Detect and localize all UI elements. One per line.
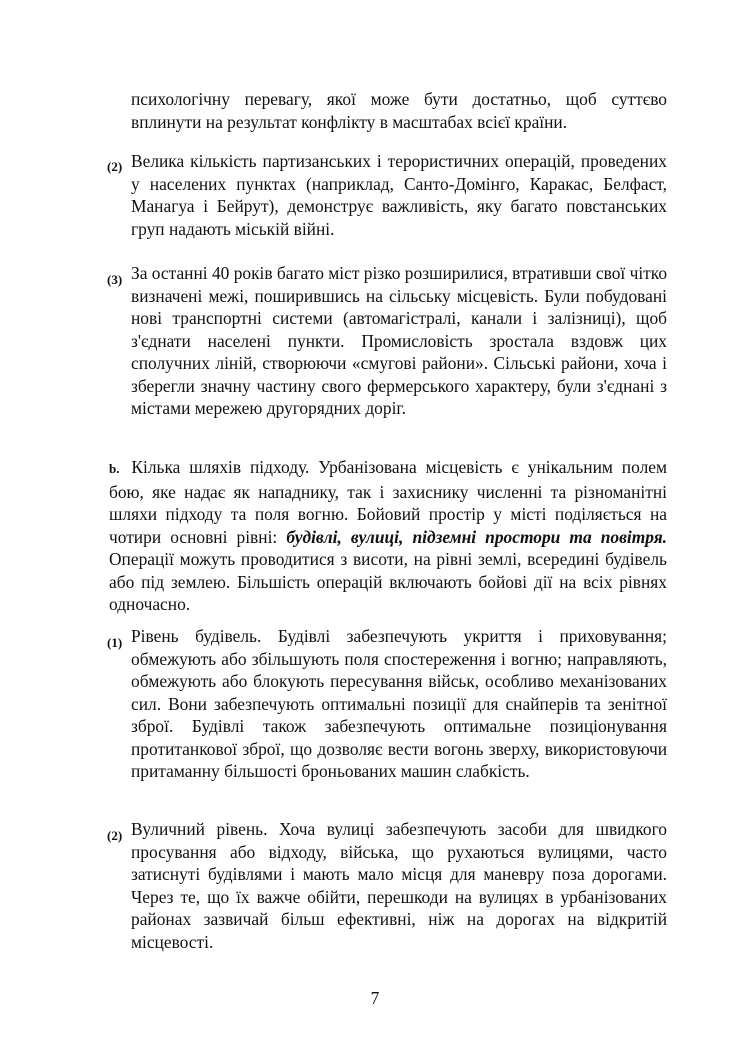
item-marker: (3) (107, 272, 123, 287)
section-b-text-before: Кілька шляхів підходу. Урбанізована місцевість є унікальним полем бою, яке надає як нападнику, так і захиснику численні та різноманітні шляхи підходу та поля вогню. Бойовий простір у місті поділяється на чотири основні рівні: (109, 457, 667, 547)
list-item-paragraph: За останні 40 років багато міст різко розширилися, втративши свої чітко визначені межі, поширившись на сільську місцевість. Були побудовані нові транспортні системи (автомагістралі, канали і залізниці), щоб з'єднати населені пункти. Промисловість зростала вздовж цих сполучних ліній, створюючи «смугові райони». Сільські райони, хоча і зберегли значну частину свого фермерського характеру, були з'єднані з містами мережею другорядних доріг. (131, 263, 668, 418)
page-number: 7 (370, 988, 380, 1008)
section-b-paragraph (109, 456, 667, 616)
item-marker: (2) (107, 828, 123, 843)
item-marker: (1) (107, 635, 123, 650)
list-item-paragraph: Велика кількість партизанських і терористичних операцій, проведених у населених пунктах (наприклад, Санто-Домінго, Каракас, Белфаст, Манагуа і Бейрут), демонструє важливість, яку багато повстанських груп надають міській війні. (131, 151, 667, 239)
section-b-emphasis: будівлі, вулиці, підземні простори та повітря. (286, 526, 668, 547)
item-marker: (2) (107, 159, 123, 174)
list-item-paragraph: Вуличний рівень. Хоча вулиці забезпечують засоби для швидкого просування або відходу, війська, що рухаються вулицями, часто затиснуті будівлями і мають мало місця для маневру поза дорогами. Через те, що їх важче обійти, перешкоди на вулицях в урбанізованих районах зазвичай більш ефективні, ніж на дорогах на відкритій місцевості. (131, 819, 667, 952)
section-b-label: b. (109, 461, 120, 476)
section-b-text-after: Операції можуть проводитися з висоти, на рівні землі, всередині будівель або під землею. Більшість операцій включають бойові дії на всіх рівнях одночасно. (109, 549, 667, 614)
list-item-paragraph: Рівень будівель. Будівлі забезпечують укриття і приховування; обмежують або збільшують поля спостереження і вогню; направляють, обмежують або блокують пересування військ, особливо механізованих сил. Вони забезпечують оптимальні позиції для снайперів та зенітної зброї. Будівлі також забезпечують оптимальне позиціонування протитанкової зброї, що дозволяє вести вогонь зверху, використовуючи притаманну більшості броньованих машин слабкість. (131, 626, 667, 781)
continuation-paragraph: психологічну перевагу, якої може бути достатньо, щоб суттєво вплинути на результат конфлікту в масштабах всієї країни. (131, 89, 667, 132)
